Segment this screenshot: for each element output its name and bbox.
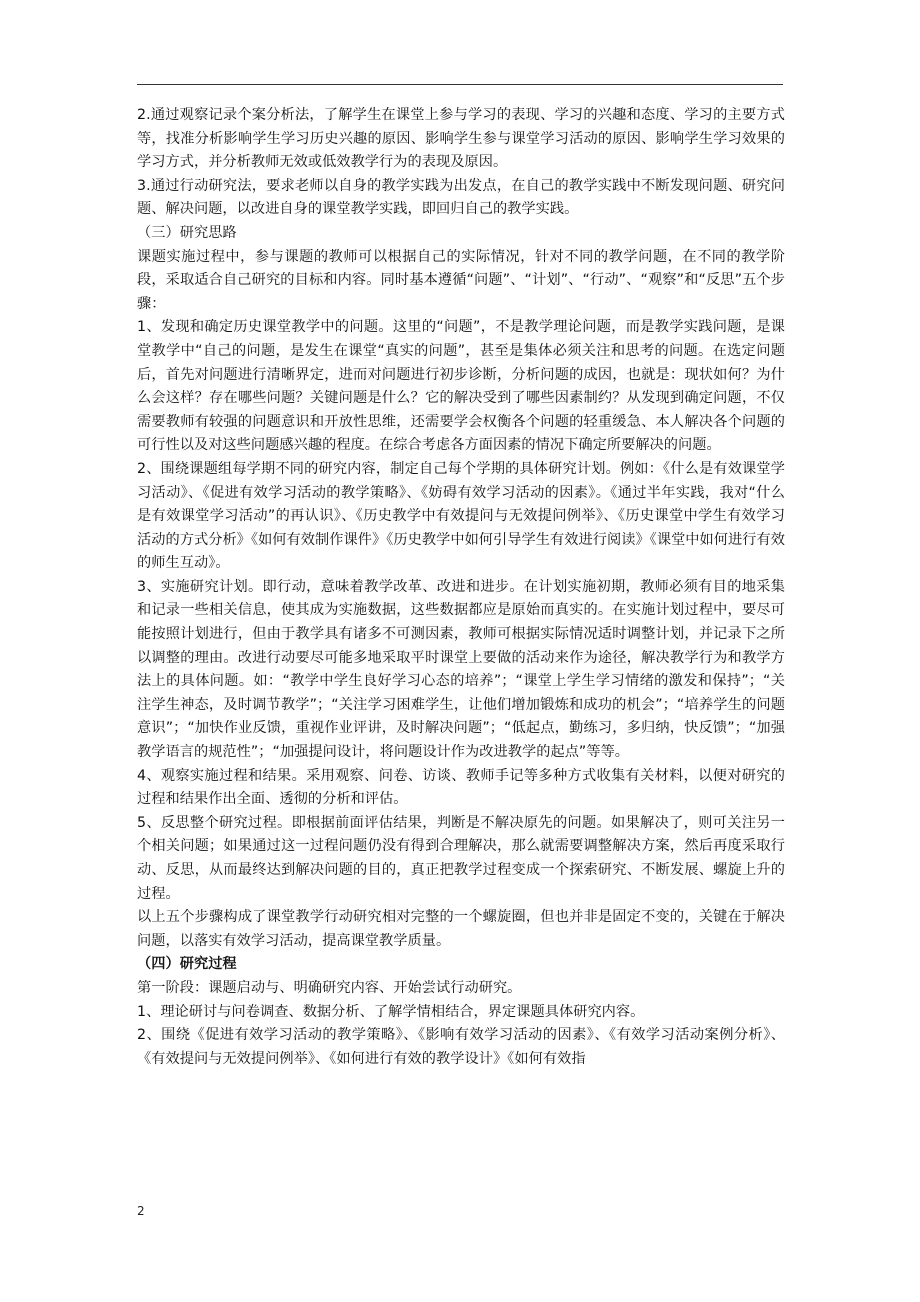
paragraph-method-2: 2.通过观察记录个案分析法，了解学生在课堂上参与学习的表现、学习的兴趣和态度、学习的主要方式等，找准分析影响学生学习历史兴趣的原因、影响学生参与课堂学习活动的原因、影响学生学习效果的学习方式，并分析教师无效或低效教学行为的表现及原因。 — [137, 107, 785, 171]
paragraph-step-5: 5、反思整个研究过程。即根据前面评估结果，判断是不解决原先的问题。如果解决了，则可关注另一个相关问题；如果通过这一过程问题仍没有得到合理解决，那么就需要调整解决方案，然后再度采取行动、反思，从而最终达到解决问题的目的，真正把教学过程变成一个探索研究、不断发展、螺旋上升的过程。 — [137, 814, 785, 902]
paragraph-step-3: 3、实施研究计划。即行动，意味着教学改革、改进和进步。在计划实施初期，教师必须有目的地采集和记录一些相关信息，使其成为实施数据，这些数据都应是原始而真实的。在实施计划过程中，要尽可能按照计划进行，但由于教学具有诸多不可测因素，教师可根据实际情况适时调整计划，并记录下之所以调整的理由。改进行动要尽可能多地采取平时课堂上要做的活动来作为途径，解决教学行为和教学方法上的具体问题。如：“教学中学生良好学习心态的培养”；“课堂上学生学习情绪的激发和保持”；“关注学生神态，及时调节教学”；“关注学习困难学生，让他们增加锻炼和成功的机会”；“培养学生的问题意识”；“加快作业反馈，重视作业评讲，及时解决问题”；“低起点，勤练习，多归纳，快反馈”；“加强教学语言的规范性”；“加强提问设计，将问题设计作为改进教学的起点”等等。 — [137, 578, 785, 761]
paragraph-method-3: 3.通过行动研究法，要求老师以自身的教学实践为出发点，在自己的教学实践中不断发现问题、研究问题、解决问题，以改进自身的课堂教学实践，即回归自己的教学实践。 — [137, 177, 785, 218]
page-number: 2 — [137, 1204, 145, 1218]
paragraph-step-1: 1、发现和确定历史课堂教学中的问题。这里的“问题”，不是教学理论问题，而是教学实践问题，是课堂教学中“自己的问题，是发生在课堂“真实的问题”，甚至是集体必须关注和思考的问题。在选定问题后，首先对问题进行清晰界定，进而对问题进行初步诊断，分析问题的成因，也就是：现状如何？为什么会这样？存在哪些问题？关键问题是什么？它的解决受到了哪些因素制约？从发现到确定问题，不仅需要教师有较强的问题意识和开放性思维，还需要学会权衡各个问题的轻重缓急、本人解决各个问题的可行性以及对这些问题感兴趣的程度。在综合考虑各方面因素的情况下确定所要解决的问题。 — [137, 319, 785, 454]
paragraph-approach-summary: 以上五个步骤构成了课堂教学行动研究相对完整的一个螺旋圈，但也并非是固定不变的，关键在于解决问题，以落实有效学习活动，提高课堂教学质量。 — [137, 909, 785, 949]
document-body — [137, 104, 785, 1071]
paragraph-phase-1-item-1: 1、理论研讨与问卷调查、数据分析、了解学情相结合，界定课题具体研究内容。 — [137, 1003, 645, 1020]
paragraph-step-4: 4、观察实施过程和结果。采用观察、问卷、访谈、教师手记等多种方式收集有关材料，以便对研究的过程和结果作出全面、透彻的分析和评估。 — [137, 767, 785, 808]
paragraph-step-2: 2、围绕课题组每学期不同的研究内容，制定自己每个学期的具体研究计划。例如：《什么是有效课堂学习活动》、《促进有效学习活动的教学策略》、《妨碍有效学习活动的因素》。《通过半年实践，我对“什么是有效课堂学习活动”的再认识》、《历史教学中有效提问与无效提问例举》、《历史课堂中学生有效学习活动的方式分析》《如何有效制作课件》《历史教学中如何引导学生有效进行阅读》《课堂中如何进行有效的师生互动》。 — [137, 460, 785, 572]
paragraph-phase-1: 第一阶段：课题启动与、明确研究内容、开始尝试行动研究。 — [137, 979, 522, 996]
paragraph-phase-1-item-2: 2、围绕《促进有效学习活动的教学策略》、《影响有效学习活动的因素》、《有效学习活动案例分析》、《有效提问与无效提问例举》、《如何进行有效的教学设计》《如何有效指 — [137, 1027, 785, 1067]
section-heading-process: （四）研究过程 — [137, 956, 237, 973]
paragraph-approach-intro: 课题实施过程中，参与课题的教师可以根据自己的实际情况，针对不同的教学问题，在不同的教学阶段，采取适合自己研究的目标和内容。同时基本遵循“问题”、“计划”、“行动”、“观察”和“反思”五个步骤： — [137, 248, 785, 312]
section-heading-approach: （三）研究思路 — [137, 224, 237, 241]
header-rule — [137, 84, 783, 85]
